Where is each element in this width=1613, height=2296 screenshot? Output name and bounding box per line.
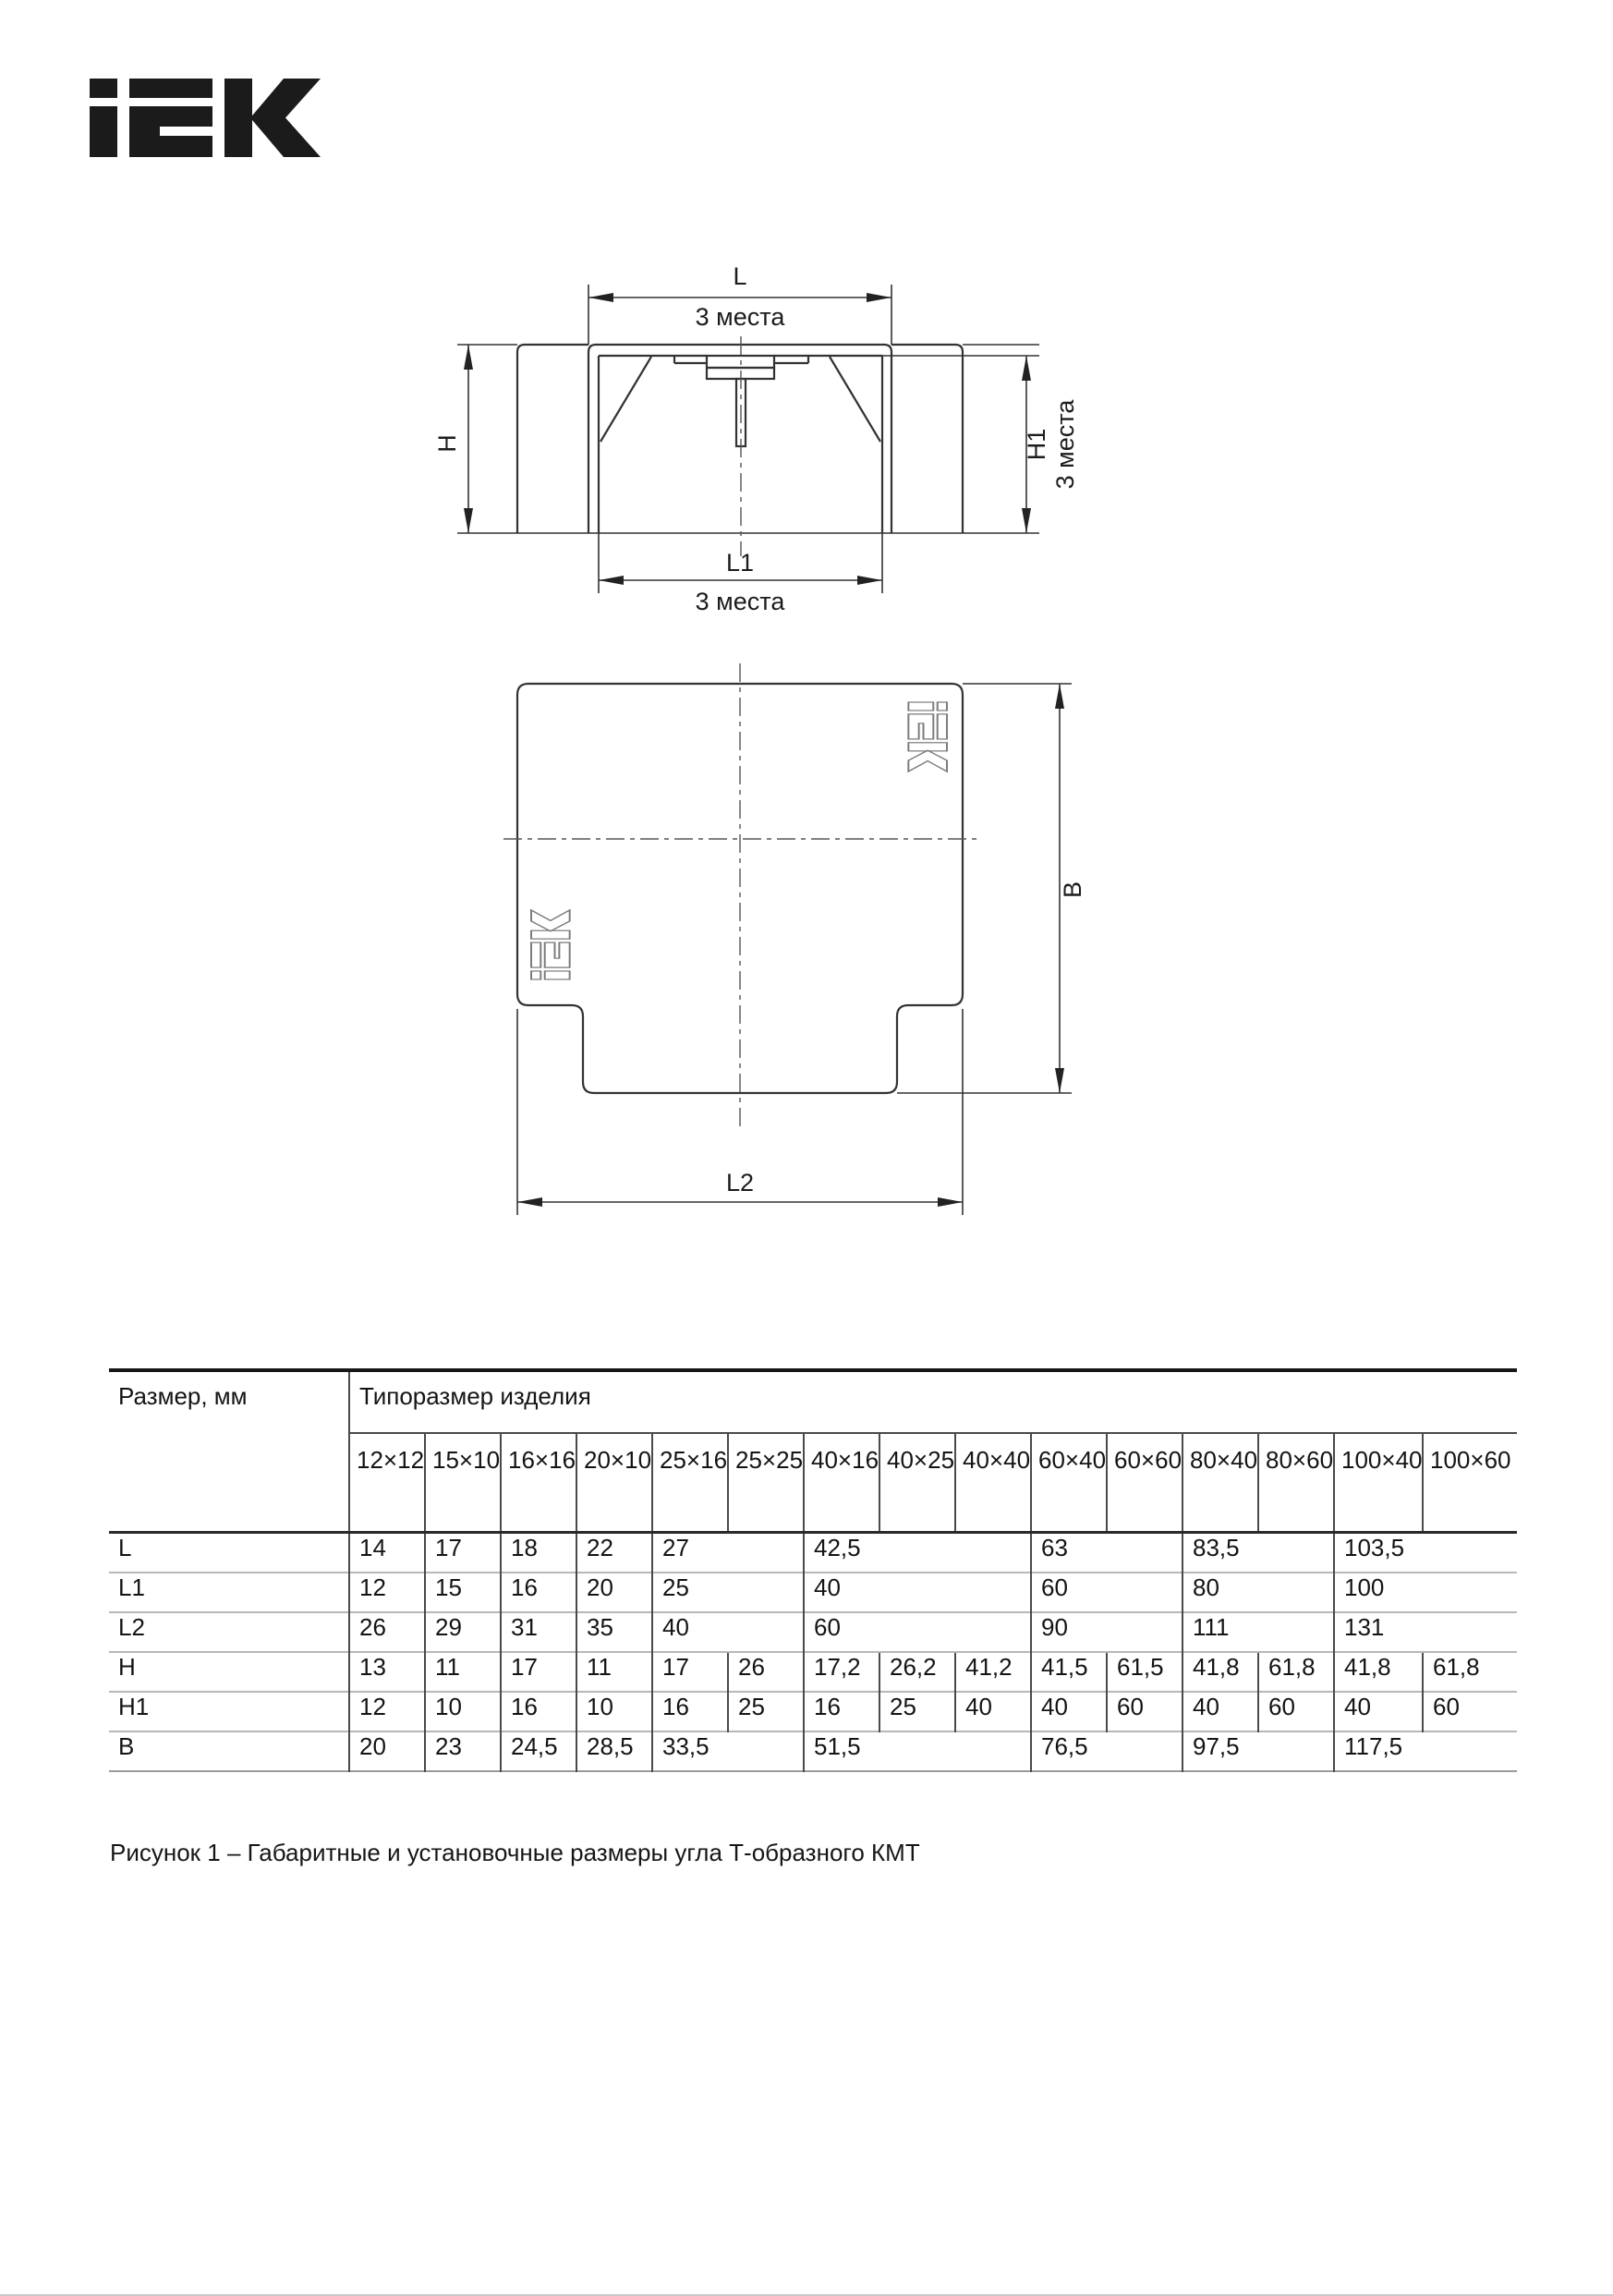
dimension-value-cell: 40 [804, 1573, 1031, 1612]
dimension-row-label: H1 [109, 1692, 349, 1731]
dimension-value-cell: 131 [1334, 1612, 1517, 1652]
size-column-header: 15×10 [425, 1433, 501, 1533]
dim-L2-arrow-right [938, 1197, 963, 1207]
dimension-value-cell: 40 [1182, 1692, 1258, 1731]
dimension-value-cell: 20 [349, 1731, 425, 1771]
size-column-header: 40×40 [955, 1433, 1031, 1533]
dimension-row-label: H [109, 1652, 349, 1692]
dimension-value-cell: 13 [349, 1652, 425, 1692]
logo-k-chevron [250, 79, 321, 157]
dimension-value-cell: 26,2 [879, 1652, 955, 1692]
size-column-header: 60×60 [1107, 1433, 1182, 1533]
dimension-value-cell: 12 [349, 1573, 425, 1612]
dimension-value-cell: 11 [576, 1652, 652, 1692]
size-column-header: 60×40 [1031, 1433, 1107, 1533]
dimension-row-label: L [109, 1533, 349, 1573]
dim-H-label: H [433, 434, 461, 453]
dim-H1-arrow-top [1022, 356, 1031, 381]
logo-k-stem [224, 79, 252, 157]
dimension-value-cell: 60 [1423, 1692, 1517, 1731]
dimension-value-cell: 25 [879, 1692, 955, 1731]
dimension-value-cell: 31 [501, 1612, 576, 1652]
dimension-value-cell: 10 [576, 1692, 652, 1731]
dimension-value-cell: 17 [425, 1533, 501, 1573]
size-column-header: 80×60 [1258, 1433, 1334, 1533]
dimension-value-cell: 63 [1031, 1533, 1182, 1573]
left-wing-outline [517, 345, 588, 533]
dimension-value-cell: 80 [1182, 1573, 1334, 1612]
dimension-value-cell: 16 [501, 1692, 576, 1731]
dimension-value-cell: 60 [1258, 1692, 1334, 1731]
dim-B-arrow-bottom [1055, 1068, 1064, 1093]
dimension-value-cell: 24,5 [501, 1731, 576, 1771]
size-column-header: 80×40 [1182, 1433, 1258, 1533]
dim-L1-label: L1 [725, 549, 755, 577]
dim-B-label: B [1059, 881, 1086, 899]
dimension-value-cell: 51,5 [804, 1731, 1031, 1771]
dim-L1-note: 3 места [695, 588, 785, 615]
dimension-value-cell: 100 [1334, 1573, 1517, 1612]
iek-embossed-logo-top [908, 702, 947, 771]
dimension-value-cell: 61,8 [1258, 1652, 1334, 1692]
dim-L-label: L [733, 262, 747, 290]
logo-e-top [129, 79, 212, 98]
dimension-value-cell: 20 [576, 1573, 652, 1612]
dimension-value-cell: 40 [1031, 1692, 1107, 1731]
dimensions-table-container [109, 1368, 1517, 1772]
central-section-outline [588, 345, 891, 533]
dimension-value-cell: 103,5 [1334, 1533, 1517, 1573]
dimension-value-cell: 23 [425, 1731, 501, 1771]
dimension-value-cell: 15 [425, 1573, 501, 1612]
dimensions-table [109, 1368, 1517, 1772]
dimension-value-cell: 16 [804, 1692, 879, 1731]
dimension-value-cell: 16 [501, 1573, 576, 1612]
table-row [109, 1652, 1517, 1692]
dimension-value-cell: 83,5 [1182, 1533, 1334, 1573]
table-row [109, 1731, 1517, 1771]
dimension-value-cell: 22 [576, 1533, 652, 1573]
slant-wall-left [600, 357, 651, 442]
iek-logo [90, 79, 321, 157]
dimension-value-cell: 29 [425, 1612, 501, 1652]
table-row [109, 1692, 1517, 1731]
size-column-header: 25×16 [652, 1433, 728, 1533]
dim-B-arrow-top [1055, 684, 1064, 709]
dimension-row-label: L2 [109, 1612, 349, 1652]
row-header-title: Размер, мм [118, 1382, 248, 1410]
dimension-value-cell: 26 [349, 1612, 425, 1652]
dimension-value-cell: 16 [652, 1692, 728, 1731]
table-row [109, 1573, 1517, 1612]
dim-L1-arrow-left [599, 576, 624, 585]
size-column-header: 40×16 [804, 1433, 879, 1533]
column-group-header: Типоразмер изделия [349, 1370, 1517, 1433]
dimension-value-cell: 111 [1182, 1612, 1334, 1652]
dimension-value-cell: 41,8 [1334, 1652, 1423, 1692]
dim-H-arrow-top [464, 345, 473, 370]
size-column-header: 16×16 [501, 1433, 576, 1533]
figure-caption: Рисунок 1 – Габаритные и установочные размеры угла Т-образного КМТ [110, 1839, 920, 1866]
size-column-header: 100×40 [1334, 1433, 1423, 1533]
dimension-value-cell: 12 [349, 1692, 425, 1731]
dimension-value-cell: 41,5 [1031, 1652, 1107, 1692]
dim-H-arrow-bottom [464, 508, 473, 533]
dimension-row-label: L1 [109, 1573, 349, 1612]
size-column-header: 40×25 [879, 1433, 955, 1533]
dim-L1-arrow-right [857, 576, 882, 585]
iek-embossed-logo-bottom [531, 910, 570, 979]
dimension-value-cell: 33,5 [652, 1731, 804, 1771]
dim-H1-label: H1 [1023, 428, 1050, 461]
right-wing-outline [891, 345, 963, 533]
front-view-drawing [406, 259, 1090, 628]
dimension-value-cell: 117,5 [1334, 1731, 1517, 1771]
dimension-value-cell: 40 [652, 1612, 804, 1652]
dimension-value-cell: 76,5 [1031, 1731, 1182, 1771]
dimension-value-cell: 17,2 [804, 1652, 879, 1692]
dimension-value-cell: 35 [576, 1612, 652, 1652]
dimension-value-cell: 41,2 [955, 1652, 1031, 1692]
size-column-header: 12×12 [349, 1433, 425, 1533]
dim-L-arrow-left [588, 293, 613, 302]
dim-L-arrow-right [867, 293, 891, 302]
table-row [109, 1612, 1517, 1652]
dimension-value-cell: 60 [1031, 1573, 1182, 1612]
size-column-header: 100×60 [1423, 1433, 1517, 1533]
dimension-value-cell: 27 [652, 1533, 804, 1573]
dimension-value-cell: 90 [1031, 1612, 1182, 1652]
dimension-value-cell: 25 [728, 1692, 804, 1731]
dimension-value-cell: 11 [425, 1652, 501, 1692]
size-column-header: 20×10 [576, 1433, 652, 1533]
dimension-value-cell: 42,5 [804, 1533, 1031, 1573]
dimension-value-cell: 10 [425, 1692, 501, 1731]
dimension-value-cell: 14 [349, 1533, 425, 1573]
logo-i-dot [90, 79, 117, 98]
dim-L-note: 3 места [695, 303, 785, 331]
dimension-value-cell: 17 [652, 1652, 728, 1692]
dimension-value-cell: 97,5 [1182, 1731, 1334, 1771]
dimension-value-cell: 40 [955, 1692, 1031, 1731]
dim-H1-note: 3 места [1051, 399, 1079, 490]
dimension-value-cell: 18 [501, 1533, 576, 1573]
logo-i-stem [90, 106, 117, 157]
dimension-value-cell: 61,8 [1423, 1652, 1517, 1692]
slant-wall-right [830, 357, 880, 442]
table-row [109, 1533, 1517, 1573]
dimension-value-cell: 26 [728, 1652, 804, 1692]
dimension-row-label: B [109, 1731, 349, 1771]
dimension-value-cell: 61,5 [1107, 1652, 1182, 1692]
dimension-value-cell: 60 [1107, 1692, 1182, 1731]
dim-L2-label: L2 [725, 1169, 755, 1197]
dimension-value-cell: 40 [1334, 1692, 1423, 1731]
top-view-drawing [480, 656, 1127, 1238]
dim-H1-arrow-bottom [1022, 508, 1031, 533]
dimension-value-cell: 28,5 [576, 1731, 652, 1771]
dimension-value-cell: 17 [501, 1652, 576, 1692]
logo-e-body [129, 106, 212, 157]
dimension-value-cell: 41,8 [1182, 1652, 1258, 1692]
dim-L2-arrow-left [517, 1197, 542, 1207]
size-column-header: 25×25 [728, 1433, 804, 1533]
dimension-value-cell: 25 [652, 1573, 804, 1612]
dimension-value-cell: 60 [804, 1612, 1031, 1652]
